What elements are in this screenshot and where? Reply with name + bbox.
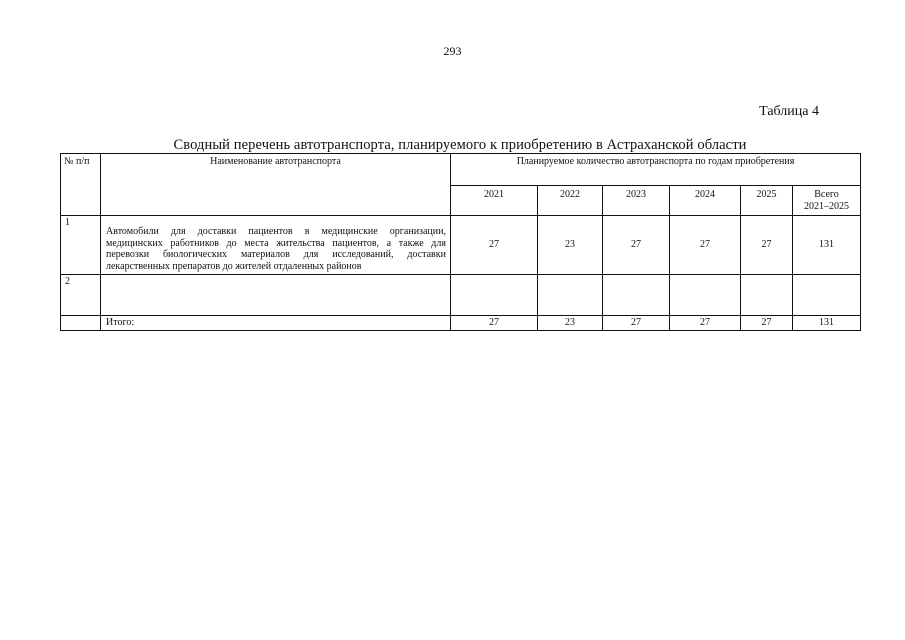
row-name (101, 275, 451, 316)
table-title: Сводный перечень автотранспорта, планируемого к приобретению в Астраханской области (173, 137, 747, 153)
header-total-line2: 2021–2025 (804, 200, 850, 212)
header-year: 2025 (741, 186, 793, 216)
header-year: 2024 (670, 186, 741, 216)
row-num: 1 (61, 216, 101, 275)
totals-row (61, 316, 861, 331)
page-number: 293 (443, 44, 462, 58)
totals-value: 27 (451, 316, 538, 331)
header-total-line1: Всего (814, 189, 839, 200)
row-num: 2 (61, 275, 101, 316)
row-value (451, 275, 538, 316)
row-value: 27 (451, 216, 538, 275)
row-value: 23 (538, 216, 603, 275)
header-year: 2022 (538, 186, 603, 216)
totals-num (61, 316, 101, 331)
row-value: 131 (793, 216, 861, 275)
header-row-1 (61, 154, 861, 186)
row-value (741, 275, 793, 316)
table-row (61, 275, 861, 316)
totals-value: 27 (603, 316, 670, 331)
row-value (603, 275, 670, 316)
summary-table (60, 153, 861, 331)
header-num: № п/п (61, 154, 101, 216)
table-row (61, 216, 861, 275)
totals-value: 131 (793, 316, 861, 331)
header-group: Планируемое количество автотранспорта по годам приобретения (451, 154, 861, 186)
row-value (793, 275, 861, 316)
totals-label: Итого: (101, 316, 451, 331)
row-name: Автомобили для доставки пациентов в медицинские организации, медицинских работников до места жительства пациентов, а также для перевозки биологических материалов для исследований, доставки лекарственных препаратов до жителей отдаленных районов (101, 216, 451, 275)
header-year: 2021 (451, 186, 538, 216)
totals-value: 23 (538, 316, 603, 331)
header-name: Наименование автотранспорта (101, 154, 451, 216)
row-value (538, 275, 603, 316)
totals-value: 27 (741, 316, 793, 331)
totals-value: 27 (670, 316, 741, 331)
header-total (793, 186, 861, 216)
row-value: 27 (741, 216, 793, 275)
row-value: 27 (670, 216, 741, 275)
row-value (670, 275, 741, 316)
table-label: Таблица 4 (759, 104, 819, 119)
row-value: 27 (603, 216, 670, 275)
header-year: 2023 (603, 186, 670, 216)
